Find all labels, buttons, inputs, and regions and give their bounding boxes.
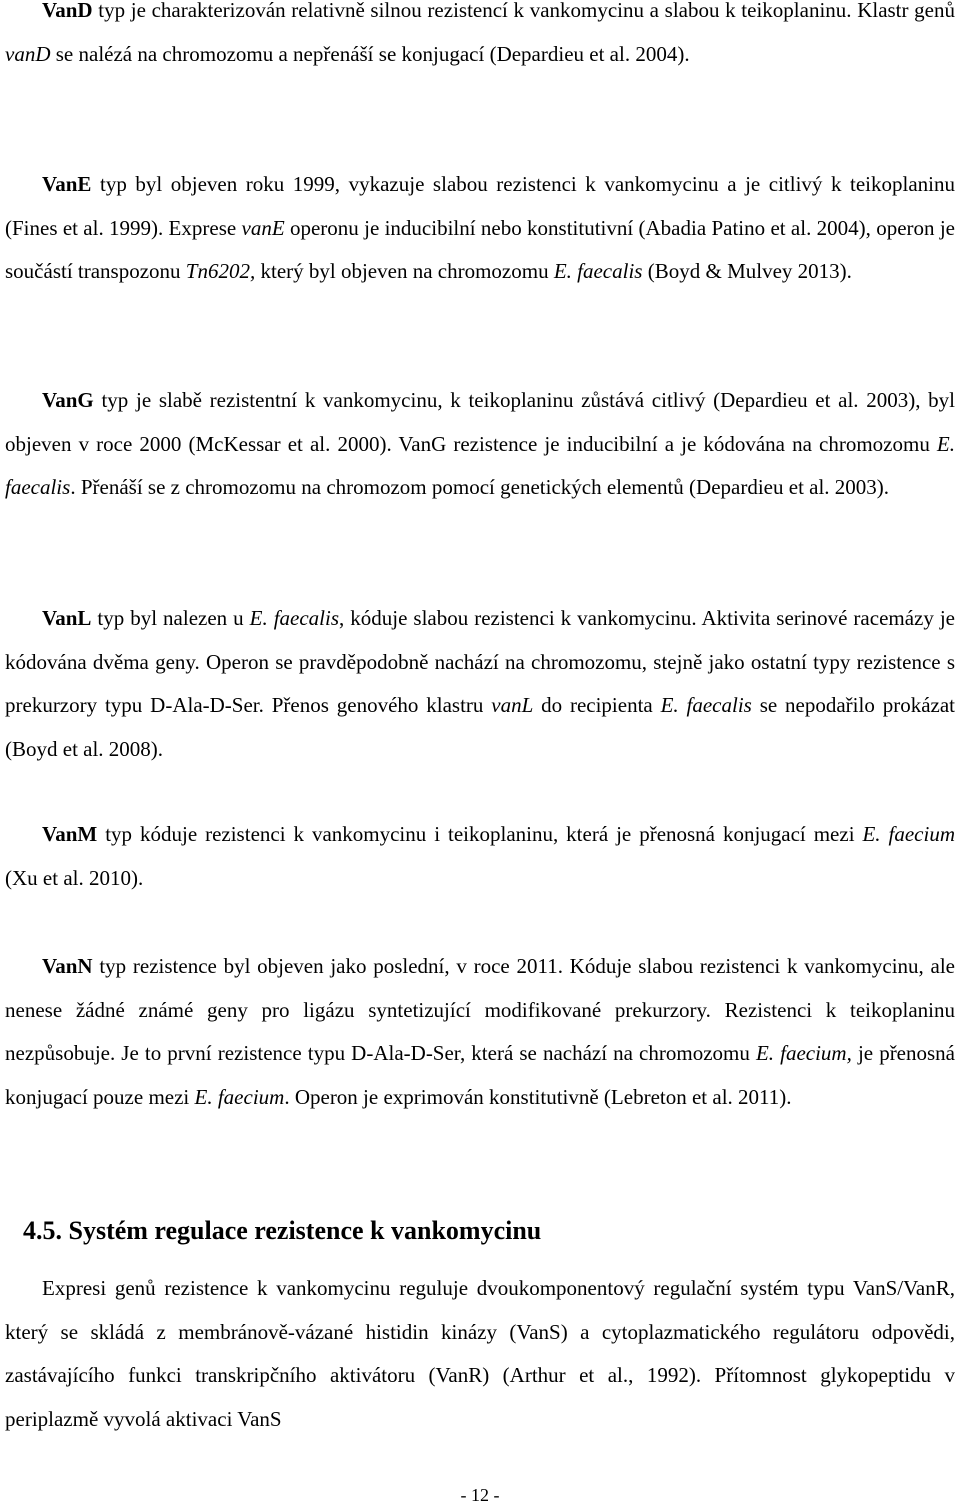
section-heading: 4.5. Systém regulace rezistence k vankomycinu: [23, 1216, 542, 1245]
term-vang: VanG: [42, 388, 94, 412]
paragraph-vand: VanD typ je charakterizován relativně silnou rezistencí k vankomycinu a slabou k teikoplaninu. Klastr genů vanD se nalézá na chromozomu a nepřenáší se konjugací (Depardieu et al. 2004).: [5, 0, 955, 66]
paragraph-vang: VanG typ je slabě rezistentní k vankomycinu, k teikoplaninu zůstává citlivý (Depardieu et al. 2003), byl objeven v roce 2000 (McKessar et al. 2000). VanG rezistence je inducibilní a je kódována na chromozomu E. faecalis. Přenáší se z chromozomu na chromozom pomocí genetických elementů (Depardieu et al. 2003).: [5, 388, 955, 499]
paragraph-vane: VanE typ byl objeven roku 1999, vykazuje slabou rezistenci k vankomycinu a je citlivý k teikoplaninu (Fines et al. 1999). Exprese vanE operonu je inducibilní nebo konstitutivní (Abadia Patino et al. 2004), operon je součástí transpozonu Tn6202, který byl objeven na chromozomu E. faecalis (Boyd & Mulvey 2013).: [5, 172, 955, 283]
term-vanm: VanM: [42, 822, 98, 846]
paragraph-vann: VanN typ rezistence byl objeven jako poslední, v roce 2011. Kóduje slabou rezistenci k vankomycinu, ale nenese žádné známé geny pro ligázu syntetizující modifikované prekurzory. Rezistenci k teikoplaninu nezpůsobuje. Je to první rezistence typu D-Ala-D-Ser, která se nachází na chromozomu E. faecium, je přenosná konjugací pouze mezi E. faecium. Operon je exprimován konstitutivně (Lebreton et al. 2011).: [5, 954, 955, 1109]
paragraph-regulation: Expresi genů rezistence k vankomycinu reguluje dvoukomponentový regulační systém typu VanS/VanR, který se skládá z membránově-vázané histidin kinázy (VanS) a cytoplazmatického regulátoru odpovědi, zastávajícího funkci transkripčního aktivátoru (VanR) (Arthur et al., 1992). Přítomnost glykopeptidu v periplazmě vyvolá aktivaci VanS: [5, 1276, 955, 1431]
paragraph-vanl: VanL typ byl nalezen u E. faecalis, kóduje slabou rezistenci k vankomycinu. Aktivita serinové racemázy je kódována dvěma geny. Operon se pravděpodobně nachází na chromozomu, stejně jako ostatní typy rezistence s prekurzory typu D-Ala-D-Ser. Přenos genového klastru vanL do recipienta E. faecalis se nepodařilo prokázat (Boyd et al. 2008).: [5, 606, 956, 761]
term-vane: VanE: [42, 172, 92, 196]
term-vann: VanN: [42, 954, 93, 978]
term-vand: VanD: [42, 0, 93, 22]
term-vanl: VanL: [42, 606, 92, 630]
page-number: - 12 -: [460, 1485, 500, 1505]
paragraph-vanm: VanM typ kóduje rezistenci k vankomycinu i teikoplaninu, která je přenosná konjugací mezi E. faecium (Xu et al. 2010).: [5, 822, 955, 890]
